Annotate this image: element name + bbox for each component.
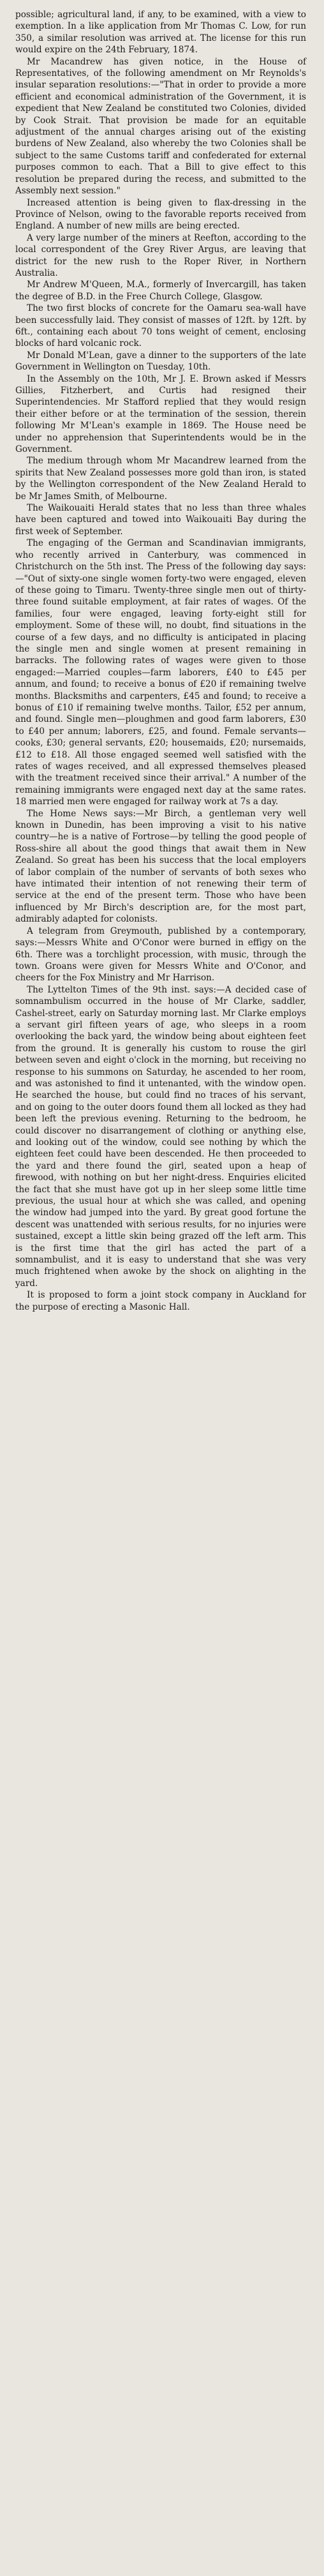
paragraph-oamaru-sea-wall: The two first blocks of concrete for the Oamaru sea-wall have been successfully laid. They consist of masses of 12ft. by 12ft. by 6ft., containing each about 70 tons weight of cement, enclosing blocks of hard volcanic rock.	[15, 303, 306, 349]
paragraph-masonic-hall: It is proposed to form a joint stock company in Auckland for the purpose of erecting a Masonic Hall.	[15, 1290, 306, 1312]
paragraph-mqueen-degree: Mr Andrew M'Queen, M.A., formerly of Invercargill, has taken the degree of B.D. in the Free Church College, Glasgow.	[15, 280, 306, 302]
paragraph-immigrants-engaged: The engaging of the German and Scandinavian immigrants, who recently arrived in Canterbury, was commenced in Christchurch on the 5th inst. The Press of the following day says:—"Out of sixty-one single women forty-two were engaged, eleven of these going to Timaru. Twenty-three single men out of thirty-three found suitable employment, at fair rates of wages. Of the families, four were engaged, leaving forty-eight still for employment. Some of these will, no doubt, find situations in the course of a few days, and no difficulty is anticipated in placing the single men and single women at present remaining in barracks. The following rates of wages were given to those engaged:—Married couples—farm laborers, £40 to £45 per annum, and found; to receive a bonus of £20 if remaining twelve months. Blacksmiths and carpenters, £45 and found; to receive a bonus of £10 if remaining twelve months. Tailor, £52 per annum, and found. Single men—ploughmen and good farm laborers, £30 to £40 per annum; laborers, £25, and found. Female servants—cooks, £30; general servants, £20; housemaids, £20; nursemaids, £12 to £18. All those engaged seemed well satisfied with the rates of wages received, and all expressed themselves pleased with the treatment received since their arrival." A number of the remaining immigrants were engaged next day at the same rates. 18 married men were engaged for railway work at 7s a day.	[15, 538, 306, 807]
paragraph-waikouaiti-whales: The Waikouaiti Herald states that no less than three whales have been captured and towed into Waikouaiti Bay during the first week of September.	[15, 503, 306, 537]
paragraph-home-news-birch: The Home News says:—Mr Birch, a gentleman very well known in Dunedin, has been improving a visit to his native country—he is a native of Fortrose—by telling the good people of Ross-shire all about the good things that await them in New Zealand. So great has been his success that the local employers of labor complain of the number of servants of both sexes who have intimated their intention of not renewing their term of service at the end of the present term. Those who have been influenced by Mr Birch's description are, for the most part, admirably adapted for colonists.	[15, 808, 306, 925]
paragraph-spirit-medium: The medium through whom Mr Macandrew learned from the spirits that New Zealand possesses more gold than iron, is stated by the Wellington correspondent of the New Zealand Herald to be Mr James Smith, of Melbourne.	[15, 456, 306, 502]
paragraph-reefton-miners: A very large number of the miners at Reefton, according to the local correspondent of the Grey River Argus, are leaving that district for the new rush to the Roper River, in Northern Australia.	[15, 232, 306, 278]
paragraph-macandrew-amendment: Mr Macandrew has given notice, in the House of Representatives, of the following amendment on Mr Reynolds's insular separation resolutions:—"That in order to provide a more efficient and economical administration of the Government, it is expedient that New Zealand be constituted two Colonies, divided by Cook Strait. That provision be made for an equitable adjustment of the annual charges arising out of the existing burdens of New Zealand, also whereby the two Colonies shall be subject to the same Customs tariff and confederated for external purposes common to each. That a Bill to give effect to this resolution be prepared during the recess, and submitted to the Assembly next session."	[15, 56, 306, 197]
paragraph-run-license: possible; agricultural land, if any, to be examined, with a view to exemption. In a like application from Mr Thomas C. Low, for run 350, a similar resolution was arrived at. The license for this run would expire on the 24th February, 1874.	[15, 10, 306, 56]
news-column	[15, 9, 306, 1313]
paragraph-mlean-dinner: Mr Donald M'Lean, gave a dinner to the supporters of the late Government in Wellington on Tuesday, 10th.	[15, 350, 306, 373]
paragraph-somnambulism: The Lyttelton Times of the 9th inst. says:—A decided case of somnambulism occurred in the house of Mr Clarke, saddler, Cashel-street, early on Saturday morning last. Mr Clarke employs a servant girl fifteen years of age, who sleeps in a room overlooking the back yard, the window being about eighteen feet from the ground. It is generally his custom to rouse the girl between seven and eight o'clock in the morning, but receiving no response to his summons on Saturday, he ascended to her room, and was astonished to find it untenanted, with the window open. He searched the house, but could find no traces of his servant, and on going to the outer doors found them all locked as they had been left the previous evening. Returning to the bedroom, he could discover no disarrangement of clothing or anything else, and looking out of the window, could see nothing by which the eighteen feet could have been descended. He then proceeded to the yard and there found the girl, seated upon a heap of firewood, with nothing on but her night-dress. Enquiries elicited the fact that she must have got up in her sleep some little time previous, the usual hour at which she was called, and opening the window had jumped into the yard. By great good fortune the descent was unattended with serious results, for no injuries were sustained, except a little skin being grazed off the left arm. This is the first time that the girl has acted the part of a somnambulist, and it is easy to understand that she was very much frightened when awoke by the shock on alighting in the yard.	[15, 984, 306, 1289]
paragraph-greymouth-effigy: A telegram from Greymouth, published by a contemporary, says:—Messrs White and O'Conor were burned in effigy on the 6th. There was a torchlight procession, with music, through the town. Groans were given for Messrs White and O'Conor, and cheers for the Fox Ministry and Mr Harrison.	[15, 925, 306, 984]
paragraph-flax-dressing: Increased attention is being given to flax-dressing in the Province of Nelson, owing to the favorable reports received from England. A number of new mills are being erected.	[15, 197, 306, 232]
paragraph-assembly-superintendents: In the Assembly on the 10th, Mr J. E. Brown asked if Messrs Gillies, Fitzherbert, and Curtis had resigned their Superintendencies. Mr Stafford replied that they would resign their either before or at the termination of the session, therein following Mr M'Lean's example in 1869. The House need be under no apprehension that Superintendents would be in the Government.	[15, 373, 306, 455]
